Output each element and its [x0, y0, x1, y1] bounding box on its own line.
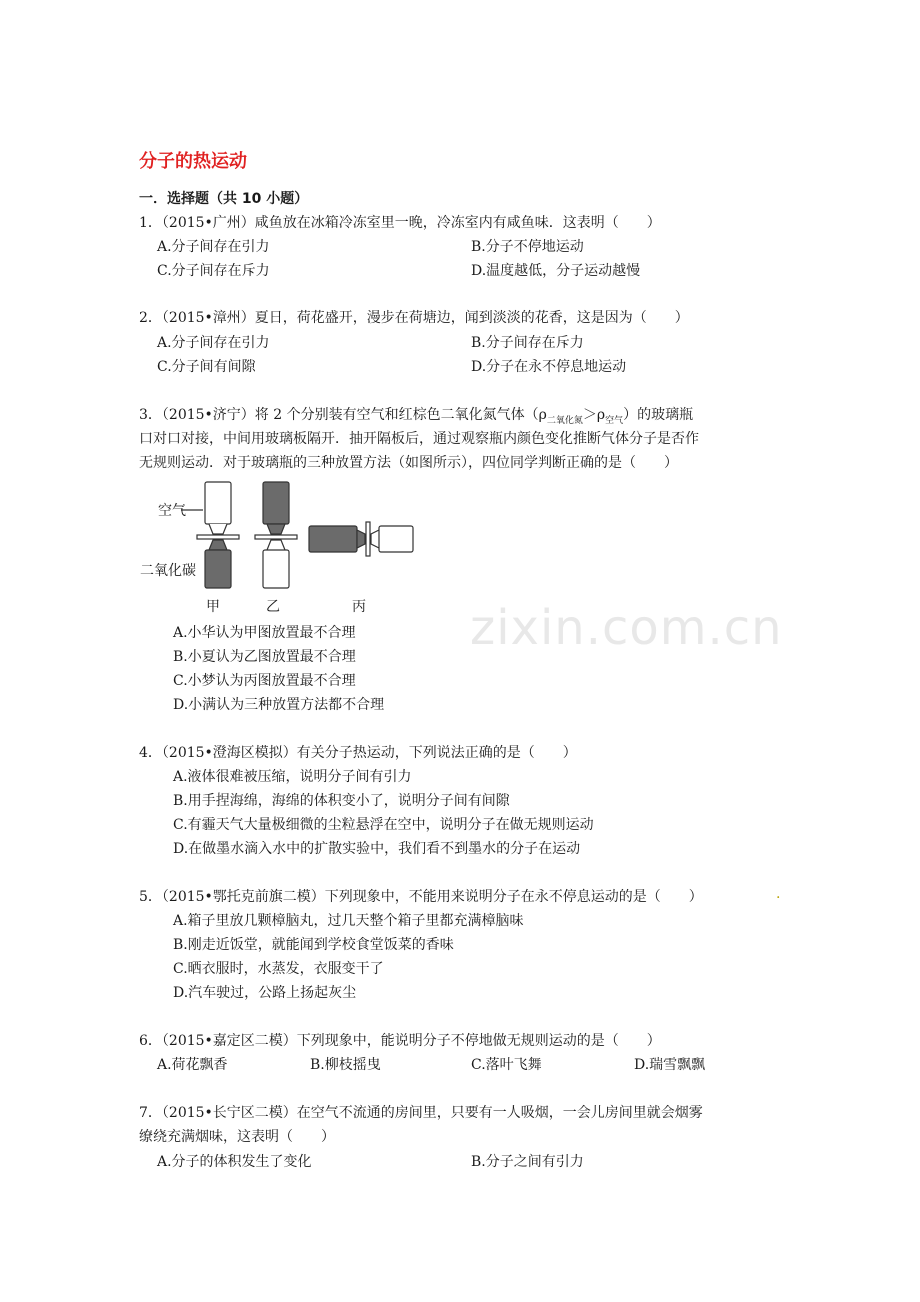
- question-4-option-c: C.有霾天气大量极细微的尘粒悬浮在空中，说明分子在做无规则运动: [173, 817, 594, 833]
- question-2-option-b: B.分子间存在斥力: [471, 335, 584, 351]
- question-3-stem-line-1: [139, 404, 693, 424]
- q3-subscript-air: 空气: [605, 416, 624, 426]
- question-2-option-a: A.分子间存在引力: [157, 335, 270, 351]
- question-7-option-b: B.分子之间有引力: [471, 1154, 584, 1170]
- bottle-figure: [139, 478, 429, 618]
- q3-stem-part-2: ＞ρ: [582, 407, 606, 423]
- figure-label-gas: 二氧化碳: [140, 563, 196, 579]
- question-7-option-a: A.分子的体积发生了变化: [157, 1154, 312, 1170]
- question-5-option-c: C.晒衣服时，水蒸发，衣服变干了: [173, 961, 384, 977]
- figure-label-yi: 乙: [266, 599, 280, 615]
- question-6-stem: 6．（2015•嘉定区二模）下列现象中，能说明分子不停地做无规则运动的是（ ）: [139, 1033, 661, 1049]
- watermark: zixin.com.cn: [470, 600, 783, 656]
- question-7-stem-line-2: 缭绕充满烟味，这表明（ ）: [139, 1129, 335, 1145]
- figure-yi-bottles: [255, 482, 297, 588]
- figure-label-bing: 丙: [352, 599, 366, 615]
- question-3-stem-line-2: 口对口对接，中间用玻璃板隔开．抽开隔板后，通过观察瓶内颜色变化推断气体分子是否作: [139, 431, 699, 447]
- question-5-option-d: D.汽车驶过，公路上扬起灰尘: [173, 985, 357, 1001]
- question-4-option-a: A.液体很难被压缩，说明分子间有引力: [173, 769, 412, 785]
- question-1-option-b: B.分子不停地运动: [471, 239, 584, 255]
- question-2-option-c: C.分子间有间隙: [157, 359, 256, 375]
- question-2-stem: 2．（2015•漳州）夏日，荷花盛开，漫步在荷塘边，闻到淡淡的花香，这是因为（ ）: [139, 310, 689, 326]
- question-7-stem-line-1: 7．（2015•长宁区二模）在空气不流通的房间里，只要有一人吸烟，一会儿房间里就会烟雾: [139, 1105, 703, 1121]
- question-4-option-d: D.在做墨水滴入水中的扩散实验中，我们看不到墨水的分子在运动: [173, 841, 581, 857]
- question-6-option-d: D.瑞雪飘飘: [634, 1057, 706, 1073]
- figure-label-jia: 甲: [206, 599, 220, 615]
- question-3-option-b: B.小夏认为乙图放置最不合理: [173, 649, 356, 665]
- question-1-option-c: C.分子间存在斥力: [157, 263, 270, 279]
- question-5-option-b: B.刚走近饭堂，就能闻到学校食堂饭菜的香味: [173, 937, 454, 953]
- stray-mark: .: [776, 886, 781, 902]
- question-6-option-a: A.荷花飘香: [157, 1057, 228, 1073]
- question-2-option-d: D.分子在永不停息地运动: [471, 359, 627, 375]
- question-4-option-b: B.用手捏海绵，海绵的体积变小了，说明分子间有间隙: [173, 793, 510, 809]
- question-3-option-a: A.小华认为甲图放置最不合理: [173, 625, 356, 641]
- question-5-option-a: A.箱子里放几颗樟脑丸，过几天整个箱子里都充满樟脑味: [173, 913, 524, 929]
- question-5-stem: 5．（2015•鄂托克前旗二模）下列现象中，不能用来说明分子在永不停息运动的是（ ）: [139, 889, 703, 905]
- section-heading: 一．选择题（共 10 小题）: [139, 191, 309, 207]
- question-1-option-a: A.分子间存在引力: [157, 239, 270, 255]
- question-4-stem: 4．（2015•澄海区模拟）有关分子热运动，下列说法正确的是（ ）: [139, 745, 577, 761]
- page-title: 分子的热运动: [139, 151, 247, 172]
- q3-subscript-no2: 二氧化氮: [546, 416, 583, 426]
- question-3-option-c: C.小梦认为丙图放置最不合理: [173, 673, 356, 689]
- figure-label-air: 空气: [158, 503, 186, 519]
- question-3-stem-line-3: 无规则运动．对于玻璃瓶的三种放置方法（如图所示），四位同学判断正确的是（ ）: [139, 455, 678, 471]
- q3-stem-part-3: ）的玻璃瓶: [623, 407, 694, 423]
- question-1-option-d: D.温度越低，分子运动越慢: [471, 263, 641, 279]
- question-3-option-d: D.小满认为三种放置方法都不合理: [173, 697, 385, 713]
- figure-bing-bottles: [309, 522, 413, 556]
- figure-jia-bottles: [197, 482, 239, 588]
- question-6-option-c: C.落叶飞舞: [471, 1057, 542, 1073]
- q3-stem-part-1: 3．（2015•济宁）将 2 个分别装有空气和红棕色二氧化氮气体（ρ: [139, 407, 547, 423]
- question-1-stem: 1．（2015•广州）咸鱼放在冰箱冷冻室里一晚，冷冻室内有咸鱼味．这表明（ ）: [139, 215, 661, 231]
- question-6-option-b: B.柳枝摇曳: [310, 1057, 381, 1073]
